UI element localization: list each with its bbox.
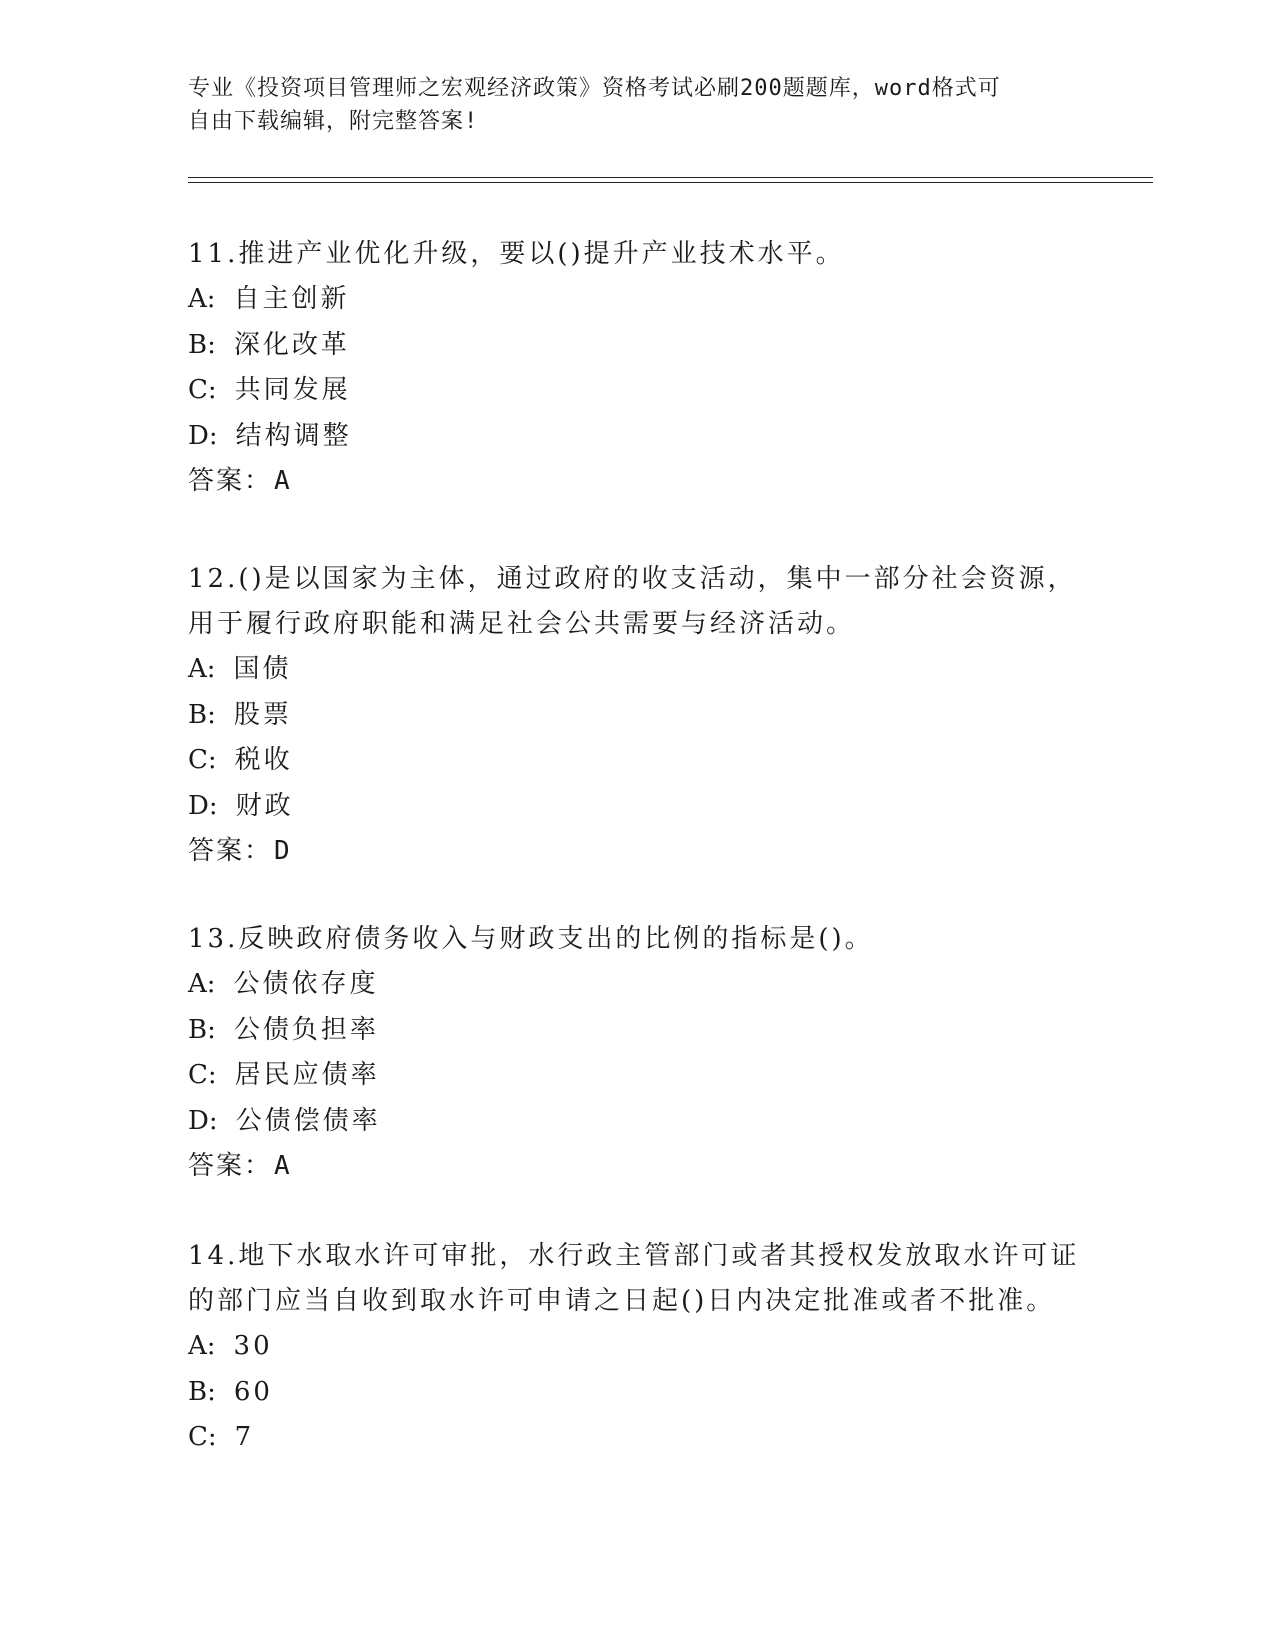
question-13 — [188, 917, 1088, 1189]
option-c — [188, 368, 1088, 414]
option-text: 结构调整 — [235, 420, 352, 451]
answer-label: 答案： — [188, 1151, 273, 1181]
option-text: 公债依存度 — [233, 969, 379, 999]
answer — [188, 829, 1088, 874]
option-c — [188, 1415, 1088, 1461]
option-c — [188, 738, 1088, 784]
option-d — [188, 784, 1088, 830]
option-text: 公债负担率 — [233, 1014, 379, 1045]
option-text: 国债 — [233, 654, 292, 684]
answer — [188, 1144, 1088, 1189]
header-divider-top — [188, 177, 1153, 178]
option-label: B: — [188, 699, 216, 730]
header-line-2: 自由下载编辑，附完整答案! — [188, 109, 479, 134]
option-label: A: — [188, 284, 216, 314]
question-12 — [188, 557, 1088, 874]
header-divider-bottom — [188, 182, 1153, 183]
option-text: 7 — [234, 1422, 255, 1452]
question-stem-line-2: 用于履行政府职能和满足社会公共需要与经济活动。 — [188, 609, 856, 639]
question-11 — [188, 232, 1088, 504]
answer-value: D — [274, 836, 292, 866]
answer-value: A — [274, 1151, 292, 1181]
answer — [188, 459, 1088, 504]
option-text: 60 — [233, 1376, 273, 1407]
document-header — [188, 72, 1088, 138]
option-text: 共同发展 — [234, 375, 351, 405]
option-text: 居民应债率 — [234, 1060, 380, 1090]
option-text: 深化改革 — [233, 329, 350, 360]
answer-value: A — [274, 466, 292, 496]
answer-label: 答案： — [188, 836, 273, 866]
option-a — [188, 647, 1088, 693]
option-label: A: — [188, 1331, 216, 1361]
option-text: 税收 — [234, 745, 293, 775]
option-label: D: — [188, 790, 218, 821]
question-stem: 13.反映政府债务收入与财政支出的比例的指标是()。 — [188, 924, 874, 954]
header-line-1: 专业《投资项目管理师之宏观经济政策》资格考试必刷200题题库，word格式可 — [188, 76, 1001, 101]
option-label: D: — [188, 1105, 218, 1136]
option-b — [188, 1008, 1088, 1054]
option-text: 公债偿债率 — [235, 1105, 381, 1136]
option-label: C: — [188, 1422, 217, 1452]
option-b — [188, 1370, 1088, 1416]
question-stem-line-1: 14.地下水取水许可审批，水行政主管部门或者其授权发放取水许可证 — [188, 1241, 1080, 1271]
option-label: C: — [188, 1060, 217, 1090]
option-text: 股票 — [233, 699, 292, 730]
option-a — [188, 962, 1088, 1008]
question-stem-line-2: 的部门应当自收到取水许可申请之日起()日内决定批准或者不批准。 — [188, 1286, 1056, 1316]
option-d — [188, 1099, 1088, 1145]
option-a — [188, 1324, 1088, 1370]
option-label: B: — [188, 1014, 216, 1045]
option-label: B: — [188, 1376, 216, 1407]
option-label: C: — [188, 745, 217, 775]
option-text: 30 — [233, 1331, 273, 1361]
question-stem: 11.推进产业优化升级，要以()提升产业技术水平。 — [188, 239, 845, 269]
option-c — [188, 1053, 1088, 1099]
option-b — [188, 693, 1088, 739]
question-14 — [188, 1234, 1088, 1461]
option-label: D: — [188, 420, 218, 451]
option-label: C: — [188, 375, 217, 405]
option-text: 财政 — [235, 790, 294, 821]
answer-label: 答案： — [188, 466, 273, 496]
option-label: B: — [188, 329, 216, 360]
option-label: A: — [188, 654, 216, 684]
option-d — [188, 414, 1088, 460]
option-b — [188, 323, 1088, 369]
option-a — [188, 277, 1088, 323]
question-stem-line-1: 12.()是以国家为主体，通过政府的收支活动，集中一部分社会资源， — [188, 564, 1077, 594]
option-label: A: — [188, 969, 216, 999]
option-text: 自主创新 — [233, 284, 350, 314]
